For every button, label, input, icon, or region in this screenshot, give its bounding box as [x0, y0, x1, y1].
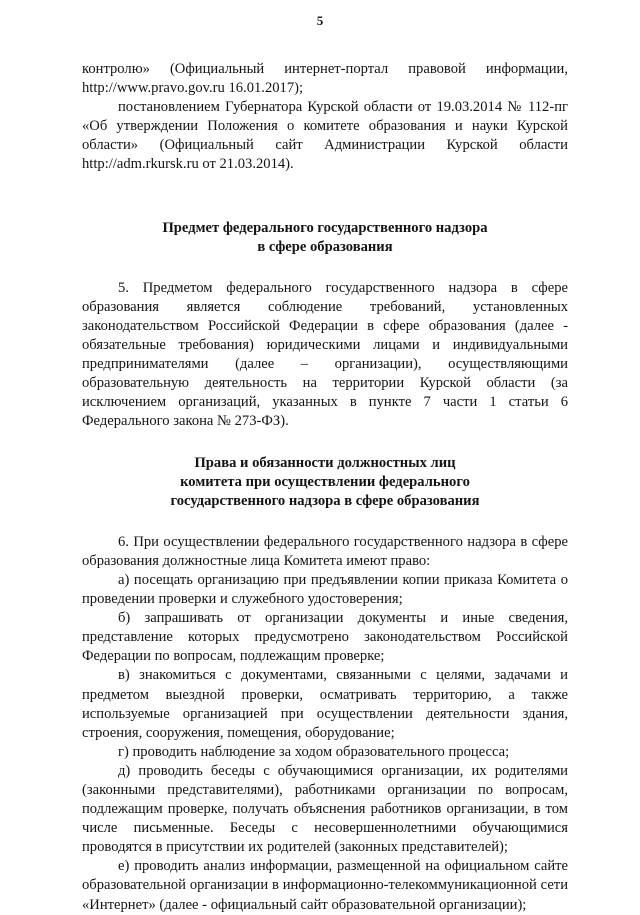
list-item-e: е) проводить анализ информации, размещенной на официальном сайте образовательной организации в информационно-телекоммуникационной сети «Интернет» (далее - официальный сайт образовательной организации); [82, 858, 568, 913]
intro-continuation: контролю» (Официальный интернет-портал правовой информации, http://www.pravo.gov.ru 16.01.2017); [82, 61, 568, 97]
section-rights-heading-line-3: государственного надзора в сфере образования [170, 492, 480, 509]
list-item-b: б) запрашивать от организации документы и иные сведения, представление которых предусмотрено законодательством Российской Федерации по вопросам, подлежащим проверке; [82, 610, 568, 665]
list-item-g: г) проводить наблюдение за ходом образовательного процесса; [118, 743, 510, 760]
section-subject-heading-line-1: Предмет федерального государственного надзора [162, 219, 488, 236]
paragraph-6: 6. При осуществлении федерального государственного надзора в сфере образования должностные лица Комитета имеют право: [82, 533, 568, 569]
document-body [82, 60, 568, 915]
section-rights-heading-line-1: Права и обязанности должностных лиц [194, 454, 456, 471]
list-item-d: д) проводить беседы с обучающимися организации, их родителями (законными представителями), работниками организации по вопросам, подлежащим проверке, получать объяснения работников организации, в том числе письменные. Беседы с несовершеннолетними обучающимися проводятся в присутствии их родителей (законных представителей); [82, 762, 568, 856]
list-item-v: в) знакомиться с документами, связанными с целями, задачами и предметом выездной проверки, осматривать территорию, а также используемые организацией при осуществлении деятельности здания, строения, сооружения, помещения, оборудование; [82, 667, 568, 741]
page-number: 5 [316, 13, 324, 28]
intro-resolution: постановлением Губернатора Курской области от 19.03.2014 № 112-пг «Об утверждении Положения о комитете образования и науки Курской области» (Официальный сайт Администрации Курской области http://adm.rkursk.ru от 21.03.2014). [82, 99, 568, 173]
list-item-a: а) посещать организацию при предъявлении копии приказа Комитета о проведении проверки и служебного удостоверения; [82, 571, 568, 608]
section-subject-heading-line-2: в сфере образования [257, 238, 393, 255]
paragraph-5: 5. Предметом федерального государственного надзора в сфере образования является соблюдение требований, установленных законодательством Российской Федерации в сфере образования (далее - обязательные требования) юридическими лицами и индивидуальными предпринимателями (далее – организации), осуществляющими образовательную деятельность на территории Курской области (за исключением организаций, указанных в пункте 7 части 1 статьи 6 Федерального закона № 273-ФЗ). [82, 279, 568, 430]
section-rights-heading-line-2: комитета при осуществлении федерального [180, 473, 470, 490]
